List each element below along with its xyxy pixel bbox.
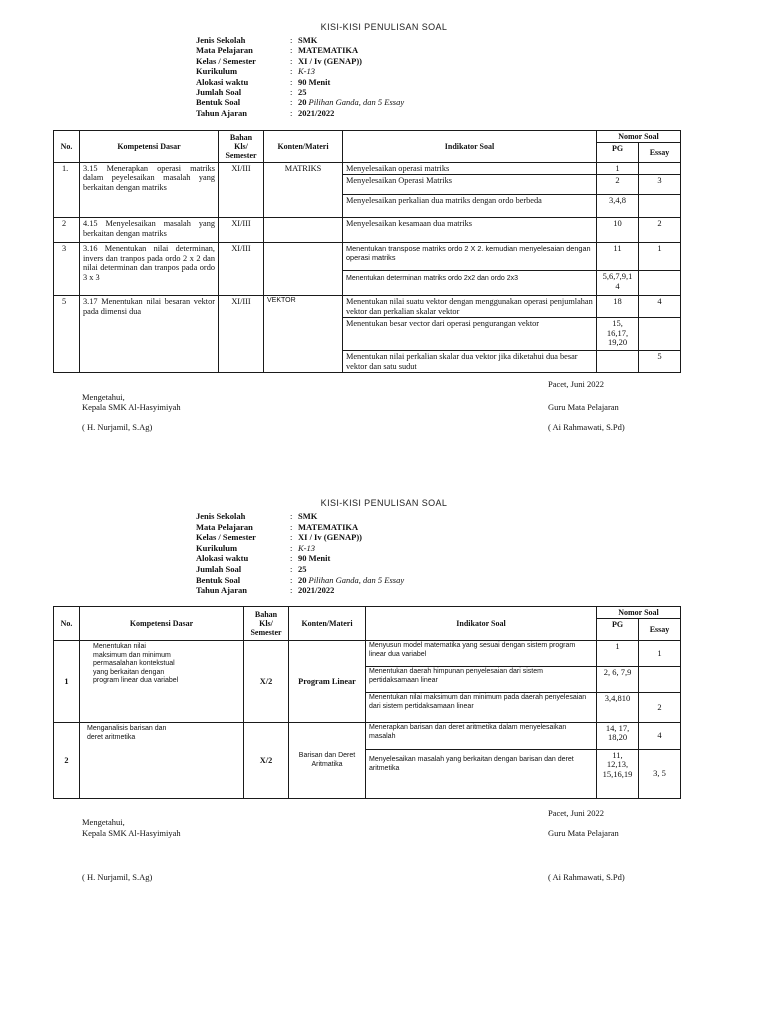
header-no: No. [54, 131, 80, 163]
table-row [54, 723, 681, 750]
info-label: Kurikulum [196, 542, 238, 553]
nomor-soal-pg [597, 351, 639, 373]
nomor-soal-essay: 1 [639, 243, 681, 271]
info-label: Tahun Ajaran [196, 585, 247, 596]
row-number: 2 [54, 218, 80, 243]
principal-name: ( H. Nurjamil, S.Ag) [82, 422, 153, 432]
principal-name: ( H. Nurjamil, S.Ag) [82, 872, 153, 882]
info-value-group [298, 575, 404, 586]
info-value: K-13 [298, 66, 315, 77]
acknowledged-label: Mengetahui, [82, 392, 125, 402]
bahan-kelas-semester: XI/III [219, 163, 264, 218]
info-colon: : [290, 107, 293, 118]
indikator-soal: Menyelesaikan masalah yang berkaitan dengan barisan dan deret aritmetika [366, 750, 597, 799]
info-value: 90 Menit [298, 76, 331, 87]
info-row-tahun-ajaran [196, 108, 516, 118]
info-row-kelas-semester [196, 56, 516, 66]
header-nomor-soal: Nomor Soal [597, 607, 681, 619]
header-konten-materi: Konten/Materi [264, 131, 343, 163]
table-header-row [54, 607, 681, 619]
info-value: XI / Iv (GENAP)) [298, 55, 362, 66]
identity-block [196, 511, 516, 596]
nomor-soal-essay: 1 [639, 641, 681, 667]
nomor-soal-pg: 3,4,8 [597, 195, 639, 218]
nomor-soal-pg: 1 [597, 641, 639, 667]
indikator-soal: Menyelesaikan Operasi Matriks [343, 175, 597, 195]
info-value: 2021/2022 [298, 585, 335, 596]
indikator-soal: Menentukan nilai maksimum dan minimum pada daerah penyelesaian dari sistem pertidaksamaan linear [366, 693, 597, 723]
kisi-kisi-table [53, 130, 681, 373]
header-bahan-kelas-semester: Bahan Kls/ Semester [244, 607, 289, 641]
info-row-kurikulum [196, 66, 516, 76]
info-colon: : [290, 585, 293, 596]
info-row-alokasi-waktu [196, 553, 516, 564]
header-bahan-kelas-semester: Bahan Kls/ Semester [219, 131, 264, 163]
kisi-kisi-table [53, 606, 681, 799]
info-row-mata-pelajaran [196, 45, 516, 55]
info-row-bentuk-soal [196, 575, 516, 586]
info-colon: : [290, 45, 293, 56]
nomor-soal-pg: 11 [597, 243, 639, 271]
info-colon: : [290, 574, 293, 585]
info-label: Jenis Sekolah [196, 511, 246, 521]
info-colon: : [290, 553, 293, 564]
nomor-soal-pg: 10 [597, 218, 639, 243]
info-label: Bentuk Soal [196, 574, 241, 585]
header-konten-materi: Konten/Materi [289, 607, 366, 641]
nomor-soal-pg: 2, 6, 7,9 [597, 667, 639, 693]
info-colon: : [290, 66, 293, 77]
info-value: XI / Iv (GENAP)) [298, 532, 362, 543]
row-number: 1 [54, 641, 80, 723]
info-value: 20 [298, 574, 307, 585]
info-label: Jenis Sekolah [196, 35, 246, 45]
info-value: 25 [298, 86, 307, 97]
indikator-soal: Menentukan nilai suatu vektor dengan menggunakan operasi penjumlahan vektor dan perkalian skalar vektor [343, 296, 597, 318]
info-row-kelas-semester [196, 532, 516, 543]
teacher-name: ( Ai Rahmawati, S.Pd) [548, 872, 625, 882]
nomor-soal-pg: 18 [597, 296, 639, 318]
nomor-soal-pg: 14, 17, 18,20 [597, 723, 639, 750]
info-colon: : [290, 521, 293, 532]
konten-materi: MATRIKS [264, 163, 343, 218]
konten-materi: Program Linear [289, 641, 366, 723]
info-value-note: Pilihan Ganda, dan 5 Essay [308, 97, 405, 108]
document-title: KISI-KISI PENULISAN SOAL [320, 498, 448, 508]
kompetensi-dasar: 3.16 Menentukan nilai determinan, invers dan tranpos pada ordo 2 x 2 dan nilai determinan dan tranpos pada ordo 3 x 3 [80, 243, 219, 296]
nomor-soal-pg: 1 [597, 163, 639, 175]
bahan-kelas-semester: X/2 [244, 641, 289, 723]
teacher-title: Guru Mata Pelajaran [548, 828, 619, 838]
nomor-soal-essay [639, 667, 681, 693]
table-header-row [54, 131, 681, 143]
nomor-soal-essay [639, 163, 681, 175]
info-value: 20 [298, 97, 307, 108]
nomor-soal-essay: 4 [639, 296, 681, 318]
header-essay: Essay [639, 143, 681, 163]
nomor-soal-essay: 3 [639, 175, 681, 195]
bahan-kelas-semester: XI/III [219, 243, 264, 296]
principal-title: Kepala SMK Al-Hasyimiyah [82, 828, 181, 838]
header-indikator-soal: Indikator Soal [343, 131, 597, 163]
info-value: MATEMATIKA [298, 521, 359, 532]
konten-materi: VEKTOR [264, 296, 343, 373]
bahan-kelas-semester: XI/III [219, 296, 264, 373]
info-row-alokasi-waktu [196, 77, 516, 87]
nomor-soal-pg: 3,4,810 [597, 693, 639, 723]
document-title: KISI-KISI PENULISAN SOAL [320, 22, 448, 32]
info-row-mata-pelajaran [196, 522, 516, 533]
indikator-soal: Menentukan nilai perkalian skalar dua vektor jika diketahui dua besar vektor dan satu sudut [343, 351, 597, 373]
info-value: 2021/2022 [298, 107, 335, 118]
teacher-name: ( Ai Rahmawati, S.Pd) [548, 422, 625, 432]
info-colon: : [290, 532, 293, 543]
row-number: 2 [54, 723, 80, 799]
principal-title: Kepala SMK Al-Hasyimiyah [82, 402, 181, 412]
nomor-soal-essay [639, 195, 681, 218]
kompetensi-dasar: 4.15 Menyelesaikan masalah yang berkaitan dengan matriks [80, 218, 219, 243]
kompetensi-dasar: Menentukan nilai maksimum dan minimum permasalahan kontekstual yang berkaitan dengan program linear dua variabel [80, 641, 244, 723]
indikator-soal: Menyelesaikan perkalian dua matriks dengan ordo berbeda [343, 195, 597, 218]
row-number: 5 [54, 296, 80, 373]
indikator-soal: Menyusun model matematika yang sesuai dengan sistem program linear dua variabel [366, 641, 597, 667]
info-row-tahun-ajaran [196, 585, 516, 596]
info-value: 90 Menit [298, 553, 331, 564]
info-colon: : [290, 35, 293, 45]
konten-materi: Barisan dan Deret Aritmatika [289, 723, 366, 799]
nomor-soal-essay: 4 [639, 723, 681, 750]
info-label: Mata Pelajaran [196, 45, 253, 56]
nomor-soal-essay: 5 [639, 351, 681, 373]
info-label: Kelas / Semester [196, 532, 256, 543]
info-value-note: Pilihan Ganda, dan 5 Essay [308, 574, 405, 585]
nomor-soal-pg: 11, 12,13, 15,16,19 [597, 750, 639, 799]
bahan-kelas-semester: XI/III [219, 218, 264, 243]
place-date: Pacet, Juni 2022 [548, 808, 604, 818]
table-row [54, 641, 681, 667]
table-row [54, 243, 681, 271]
nomor-soal-essay [639, 271, 681, 296]
info-colon: : [290, 542, 293, 553]
table-row [54, 218, 681, 243]
info-label: Kurikulum [196, 66, 238, 77]
info-label: Mata Pelajaran [196, 521, 253, 532]
info-row-jenis-sekolah [196, 511, 516, 522]
info-label: Tahun Ajaran [196, 107, 247, 118]
info-colon: : [290, 76, 293, 87]
info-value: MATEMATIKA [298, 45, 359, 56]
konten-materi [264, 243, 343, 296]
kompetensi-dasar: Menganalisis barisan dan deret aritmetika [80, 723, 244, 799]
header-pg: PG [597, 143, 639, 163]
info-colon: : [290, 55, 293, 66]
nomor-soal-pg: 2 [597, 175, 639, 195]
info-colon: : [290, 563, 293, 574]
nomor-soal-pg: 15, 16,17, 19,20 [597, 318, 639, 351]
indikator-soal: Menentukan besar vector dari operasi pengurangan vektor [343, 318, 597, 351]
header-indikator-soal: Indikator Soal [366, 607, 597, 641]
teacher-title: Guru Mata Pelajaran [548, 402, 619, 412]
indikator-soal: Menentukan transpose matriks ordo 2 X 2. kemudian menyelesaian dengan operasi matriks [343, 243, 597, 271]
nomor-soal-essay: 2 [639, 218, 681, 243]
info-label: Jumlah Soal [196, 563, 242, 574]
indikator-soal: Menentukan daerah himpunan penyelesaian dari sistem pertidaksamaan linear [366, 667, 597, 693]
nomor-soal-essay [639, 318, 681, 351]
info-label: Alokasi waktu [196, 553, 249, 564]
kompetensi-dasar: 3.15 Menerapkan operasi matriks dalam peyelesaikan masalah yang berkaitan dengan matriks [80, 163, 219, 218]
header-no: No. [54, 607, 80, 641]
header-nomor-soal: Nomor Soal [597, 131, 681, 143]
info-value: SMK [298, 35, 318, 45]
info-row-kurikulum [196, 543, 516, 554]
kompetensi-dasar: 3.17 Menentukan nilai besaran vektor pada dimensi dua [80, 296, 219, 373]
info-value-group [298, 97, 404, 107]
info-row-jumlah-soal [196, 564, 516, 575]
nomor-soal-pg: 5,6,7,9,1 4 [597, 271, 639, 296]
info-colon: : [290, 511, 293, 521]
indikator-soal: Menentukan determinan matriks ordo 2x2 dan ordo 2x3 [343, 271, 597, 296]
info-row-jenis-sekolah [196, 35, 516, 45]
info-colon: : [290, 86, 293, 97]
header-essay: Essay [639, 619, 681, 641]
info-label: Jumlah Soal [196, 86, 242, 97]
acknowledged-label: Mengetahui, [82, 817, 125, 827]
info-label: Kelas / Semester [196, 55, 256, 66]
indikator-soal: Menyelesaikan operasi matriks [343, 163, 597, 175]
indikator-soal: Menerapkan barisan dan deret aritmetika dalam menyelesaikan masalah [366, 723, 597, 750]
bahan-kelas-semester: X/2 [244, 723, 289, 799]
info-value: 25 [298, 563, 307, 574]
info-value: SMK [298, 511, 318, 521]
indikator-soal: Menyelesaikan kesamaan dua matriks [343, 218, 597, 243]
nomor-soal-essay: 2 [639, 693, 681, 723]
table-row [54, 296, 681, 318]
info-row-bentuk-soal [196, 97, 516, 107]
info-colon: : [290, 97, 293, 108]
nomor-soal-essay: 3, 5 [639, 750, 681, 799]
table-row [54, 163, 681, 175]
info-label: Alokasi waktu [196, 76, 249, 87]
header-kompetensi-dasar: Kompetensi Dasar [80, 131, 219, 163]
header-pg: PG [597, 619, 639, 641]
info-row-jumlah-soal [196, 87, 516, 97]
identity-block [196, 35, 516, 118]
header-kompetensi-dasar: Kompetensi Dasar [80, 607, 244, 641]
konten-materi [264, 218, 343, 243]
row-number: 3 [54, 243, 80, 296]
place-date: Pacet, Juni 2022 [548, 379, 604, 389]
row-number: 1. [54, 163, 80, 218]
info-label: Bentuk Soal [196, 97, 241, 108]
info-value: K-13 [298, 542, 315, 553]
